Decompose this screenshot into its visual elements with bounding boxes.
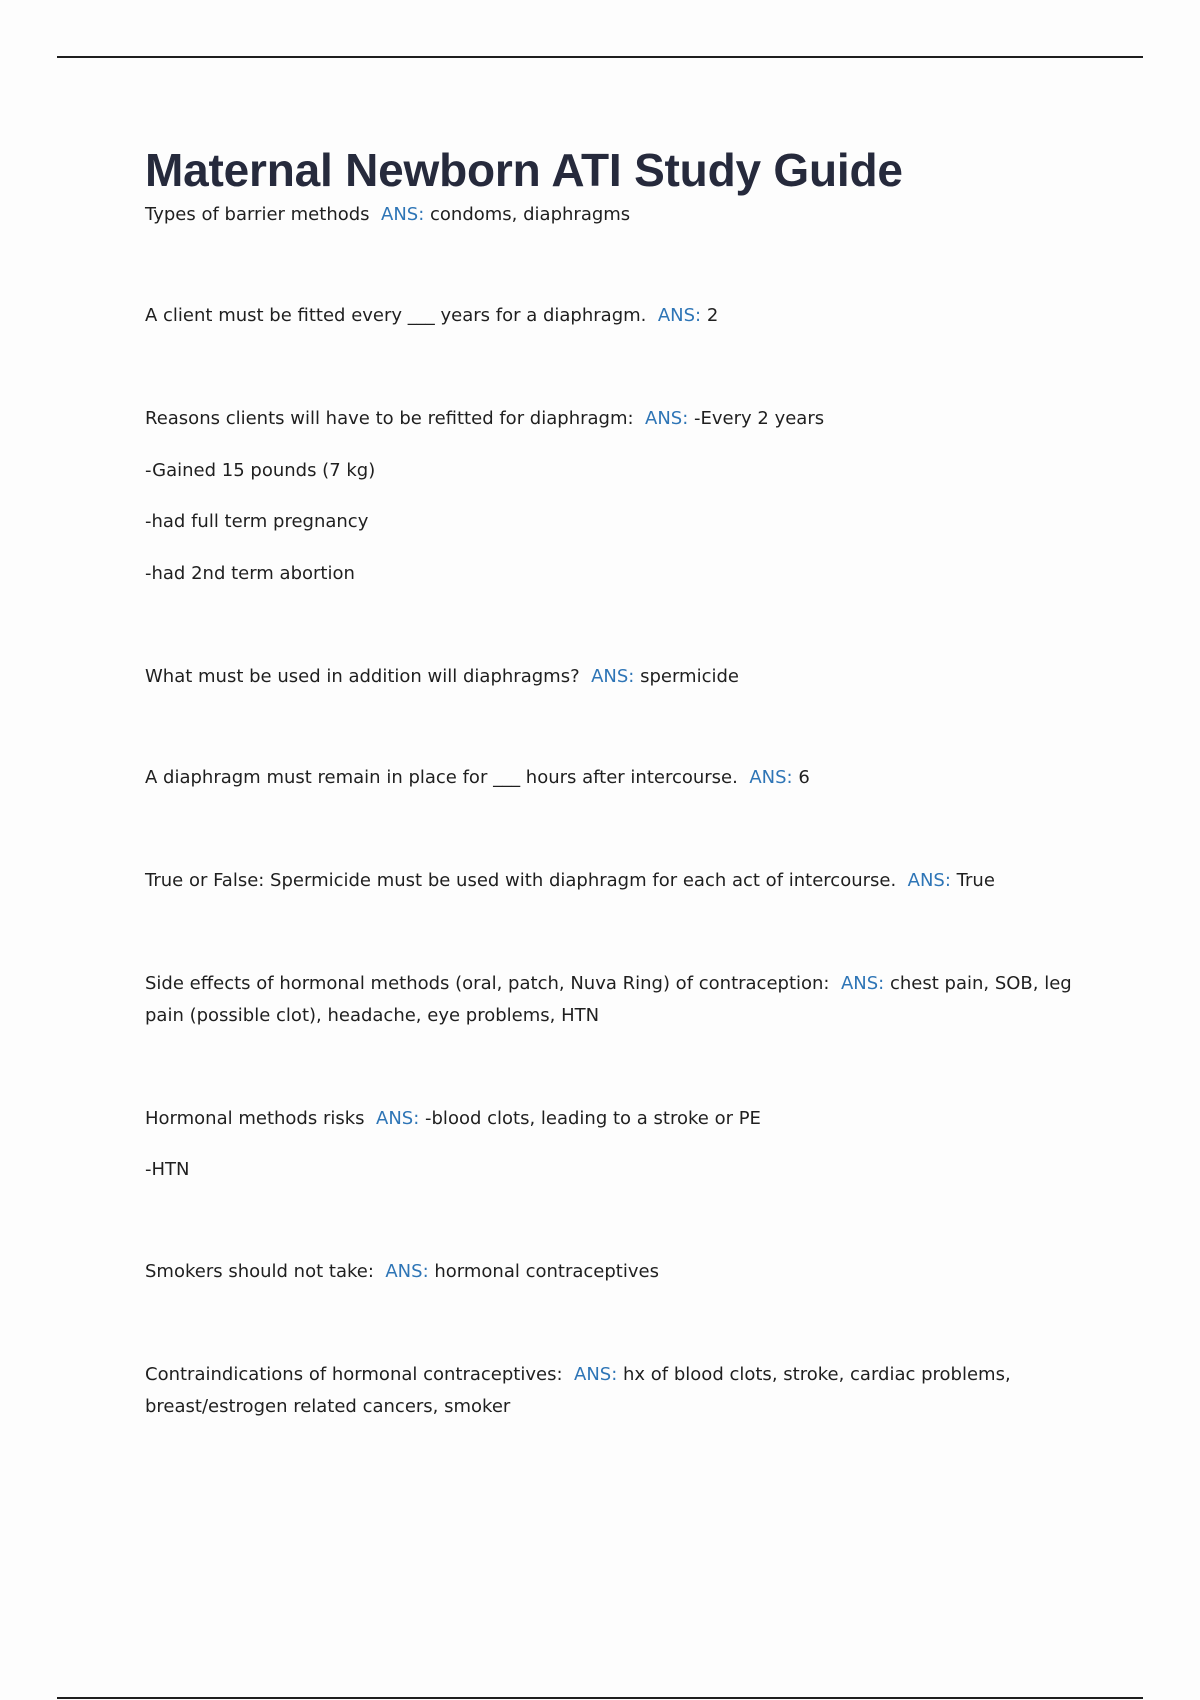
answer-text: True xyxy=(956,870,995,891)
answer-continuation: -had full term pregnancy xyxy=(145,511,369,532)
header-rule xyxy=(57,56,1143,58)
question-text: Reasons clients will have to be refitted for diaphragm: xyxy=(145,408,634,429)
answer-continuation: -HTN xyxy=(145,1159,190,1180)
answer-text: chest pain, SOB, leg pain (possible clot), headache, eye problems, HTN xyxy=(145,973,1072,1026)
answer-text: 6 xyxy=(798,767,810,788)
answer-continuation: -Gained 15 pounds (7 kg) xyxy=(145,460,376,481)
answer-label: ANS: xyxy=(749,767,793,788)
answer-text: -Every 2 years xyxy=(694,408,825,429)
question-text: Smokers should not take: xyxy=(145,1261,374,1282)
question-text: Hormonal methods risks xyxy=(145,1108,365,1129)
qa-item-6 xyxy=(145,865,995,897)
qa-item-5 xyxy=(145,762,810,794)
answer-text: condoms, diaphragms xyxy=(430,204,631,225)
qa-item-8 xyxy=(145,1103,761,1135)
answer-text: -blood clots, leading to a stroke or PE xyxy=(425,1108,761,1129)
answer-text: hormonal contraceptives xyxy=(434,1261,659,1282)
question-text: A diaphragm must remain in place for ___ hours after intercourse. xyxy=(145,767,738,788)
answer-label: ANS: xyxy=(840,973,885,994)
qa-item-10 xyxy=(145,1359,1075,1423)
answer-label: ANS: xyxy=(591,666,635,687)
question-text: A client must be fitted every ___ years for a diaphragm. xyxy=(145,305,647,326)
answer-label: ANS: xyxy=(907,870,951,891)
answer-label: ANS: xyxy=(645,408,689,429)
qa-item-3 xyxy=(145,403,824,435)
qa-item-1 xyxy=(145,199,630,231)
qa-item-7 xyxy=(145,968,1075,1032)
answer-label: ANS: xyxy=(574,1364,618,1385)
question-text: Types of barrier methods xyxy=(145,204,370,225)
document-title: Maternal Newborn ATI Study Guide xyxy=(145,144,903,196)
answer-text: hx of blood clots, stroke, cardiac problems, breast/estrogen related cancers, smoker xyxy=(145,1364,1011,1417)
answer-continuation: -had 2nd term abortion xyxy=(145,563,355,584)
footer-rule xyxy=(57,1697,1143,1699)
answer-label: ANS: xyxy=(381,204,425,225)
question-text: True or False: Spermicide must be used with diaphragm for each act of intercourse. xyxy=(145,870,897,891)
question-text: What must be used in addition will diaphragms? xyxy=(145,666,580,687)
question-text: Contraindications of hormonal contraceptives: xyxy=(145,1364,563,1385)
answer-label: ANS: xyxy=(376,1108,420,1129)
qa-item-9 xyxy=(145,1256,659,1288)
question-text: Side effects of hormonal methods (oral, patch, Nuva Ring) of contraception: xyxy=(145,973,830,994)
answer-text: 2 xyxy=(706,305,719,326)
qa-item-2 xyxy=(145,300,718,332)
answer-text: spermicide xyxy=(640,666,739,687)
answer-label: ANS: xyxy=(657,305,702,326)
answer-label: ANS: xyxy=(385,1261,429,1282)
qa-item-4 xyxy=(145,661,739,693)
